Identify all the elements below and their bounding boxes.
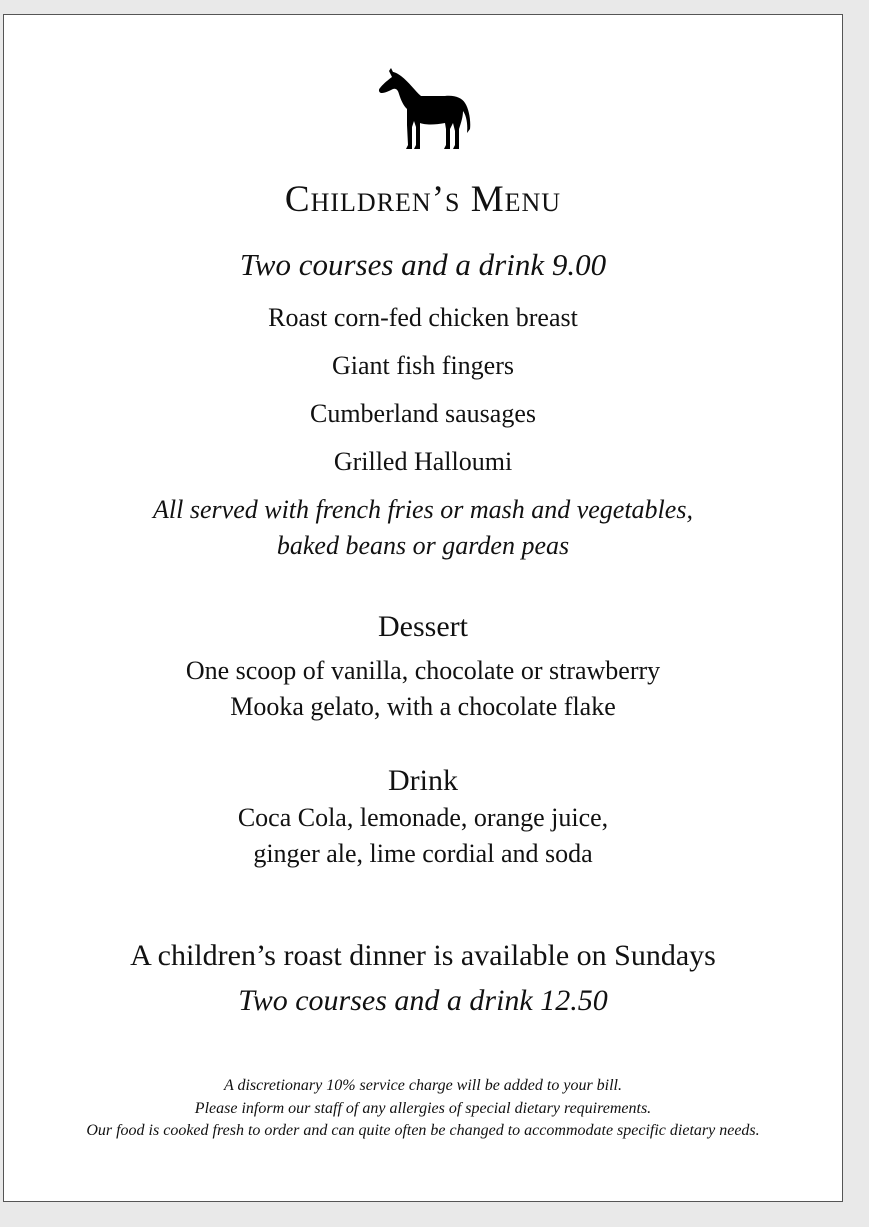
menu-item: Cumberland sausages bbox=[309, 399, 536, 428]
course-price-line: Two courses and a drink 9.00 bbox=[239, 247, 607, 282]
drink-line: Coca Cola, lemonade, orange juice, bbox=[237, 803, 609, 832]
menu-page bbox=[3, 14, 843, 1202]
menu-item: Giant fish fingers bbox=[332, 351, 514, 380]
sides-note: baked beans or garden peas bbox=[276, 531, 570, 560]
sides-note: All served with french fries or mash and vegetables, bbox=[153, 495, 693, 524]
dessert-heading: Dessert bbox=[378, 610, 468, 643]
footer-note: Our food is cooked fresh to order and can quite often be changed to accommodate specific dietary needs. bbox=[86, 1122, 760, 1139]
sunday-price-line: Two courses and a drink 12.50 bbox=[238, 984, 608, 1017]
drink-line: ginger ale, lime cordial and soda bbox=[253, 839, 593, 868]
sunday-roast-line: A children’s roast dinner is available on Sundays bbox=[130, 939, 716, 972]
footer-note: Please inform our staff of any allergies of special dietary requirements. bbox=[194, 1100, 652, 1117]
drink-heading: Drink bbox=[388, 764, 458, 797]
horse-icon bbox=[375, 67, 471, 151]
dessert-line: One scoop of vanilla, chocolate or strawberry bbox=[185, 656, 661, 685]
menu-title: Children’s Menu bbox=[284, 179, 562, 220]
menu-item: Grilled Halloumi bbox=[333, 447, 513, 476]
dessert-line: Mooka gelato, with a chocolate flake bbox=[230, 692, 616, 721]
menu-item: Roast corn-fed chicken breast bbox=[268, 303, 578, 332]
footer-note: A discretionary 10% service charge will be added to your bill. bbox=[224, 1077, 622, 1094]
